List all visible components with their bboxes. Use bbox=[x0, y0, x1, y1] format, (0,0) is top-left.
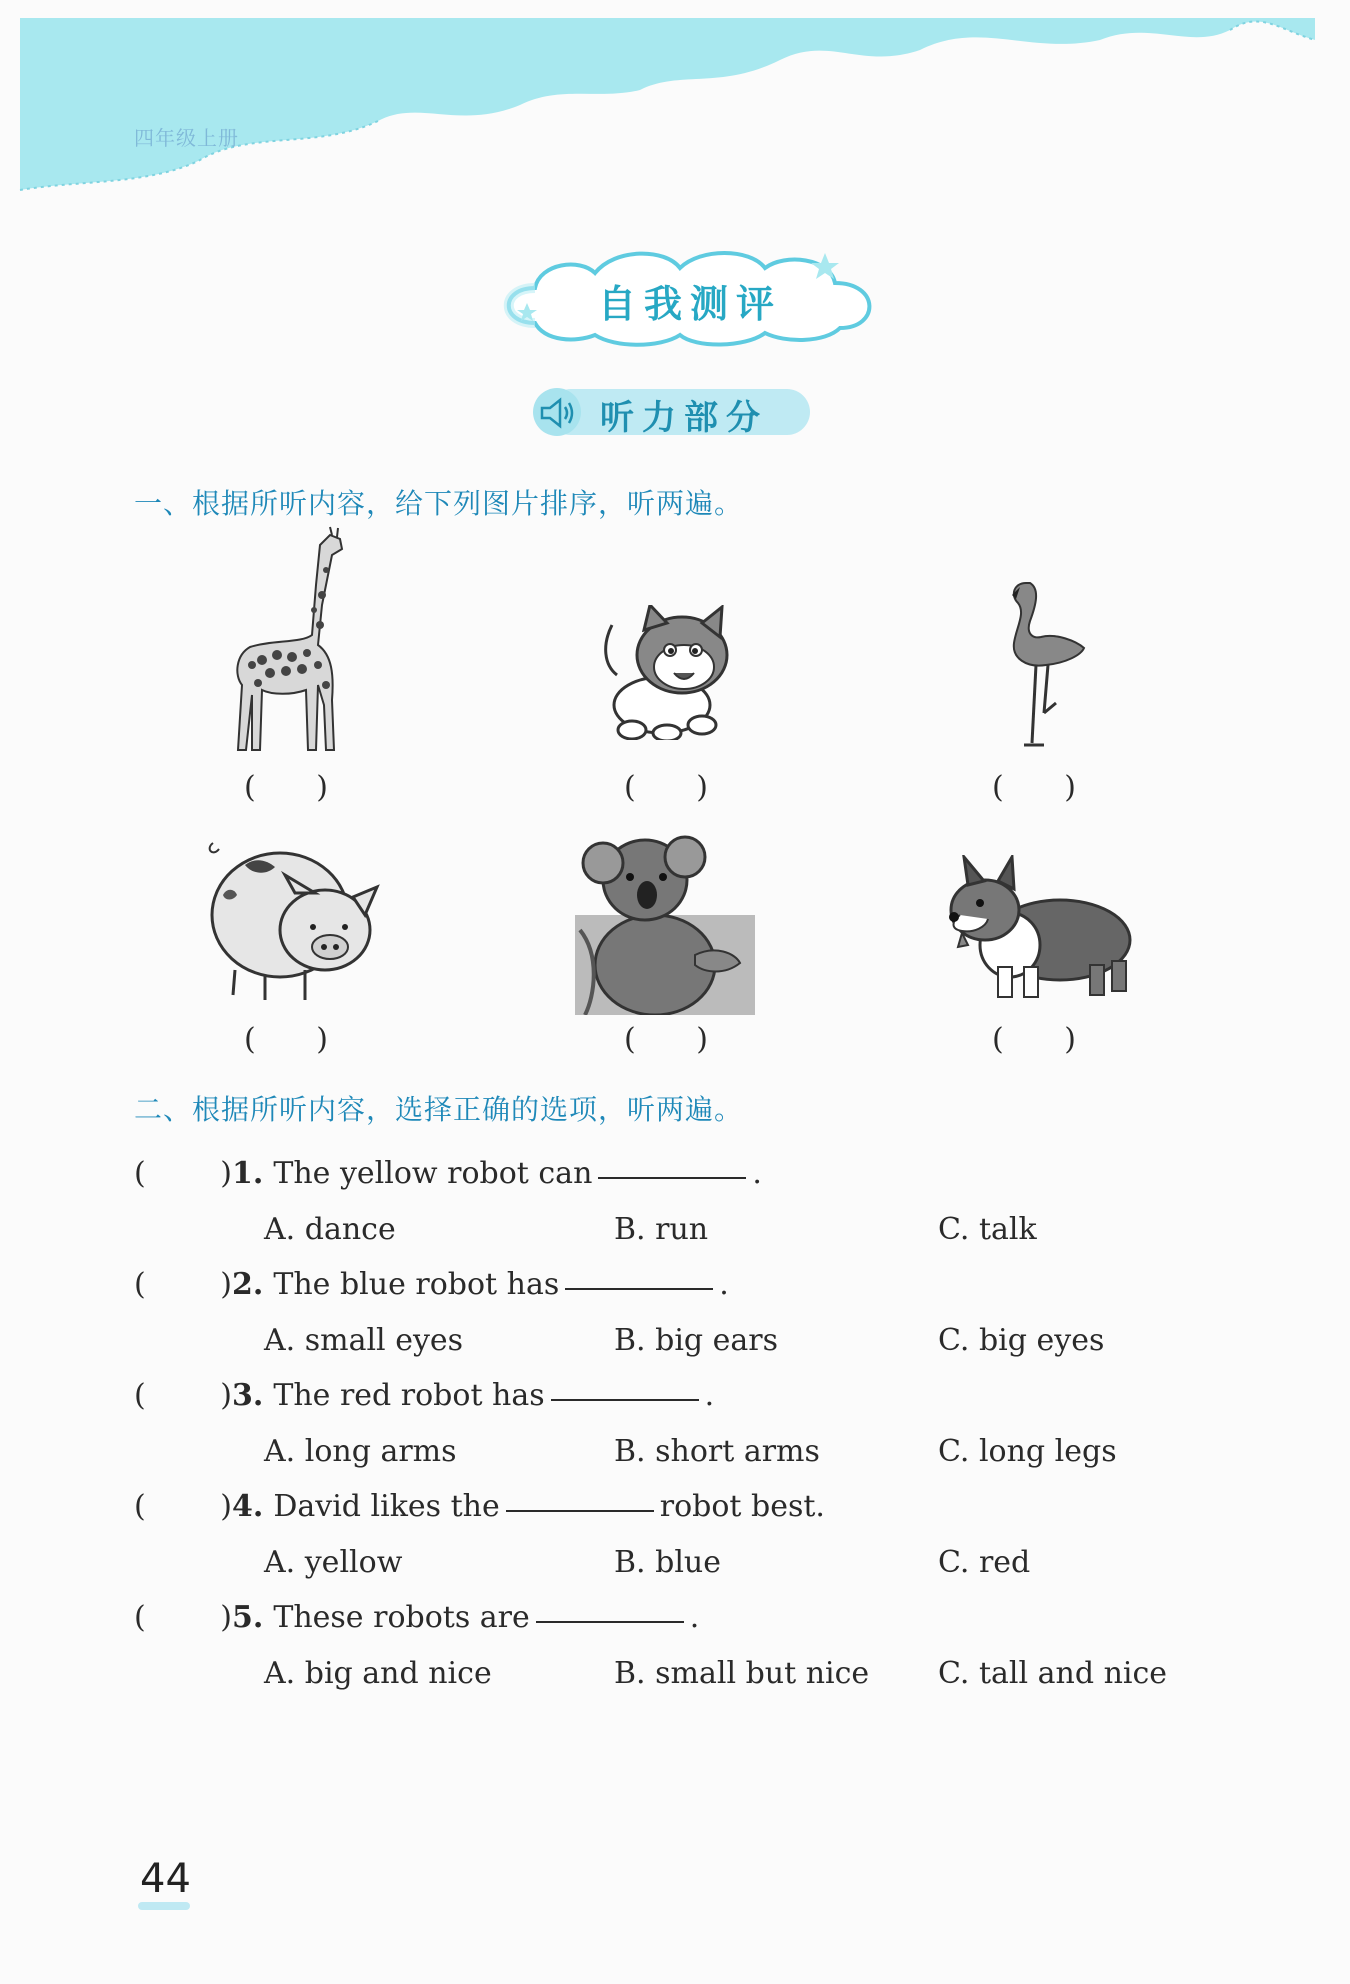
cat-image bbox=[592, 605, 742, 740]
question-text-end: . bbox=[719, 1267, 729, 1302]
question-number: 2. bbox=[232, 1267, 264, 1302]
answer-paren-koala[interactable]: ( ) bbox=[624, 1022, 708, 1057]
option-a[interactable]: A. small eyes bbox=[264, 1323, 464, 1358]
part1-heading: 一、根据所听内容，给下列图片排序，听两遍。 bbox=[134, 487, 744, 520]
question-text-end: robot best. bbox=[659, 1489, 825, 1524]
question-number: 5. bbox=[232, 1600, 264, 1635]
question-3 bbox=[134, 1378, 714, 1413]
option-c[interactable]: C. tall and nice bbox=[938, 1656, 1168, 1691]
option-c[interactable]: C. red bbox=[938, 1545, 1031, 1580]
question-2 bbox=[134, 1267, 729, 1302]
answer-blank[interactable] bbox=[551, 1399, 699, 1401]
answer-paren-pig[interactable]: ( ) bbox=[244, 1022, 328, 1057]
part2-heading: 二、根据所听内容，选择正确的选项，听两遍。 bbox=[134, 1093, 744, 1126]
answer-blank[interactable] bbox=[506, 1510, 654, 1512]
question-4 bbox=[134, 1489, 825, 1524]
option-a[interactable]: A. long arms bbox=[264, 1434, 457, 1469]
koala-image bbox=[575, 835, 755, 1015]
question-text-end: . bbox=[704, 1378, 715, 1413]
option-a[interactable]: A. big and nice bbox=[264, 1656, 492, 1691]
question-text: David likes the bbox=[273, 1489, 500, 1524]
question-5 bbox=[134, 1600, 699, 1635]
option-c[interactable]: C. talk bbox=[938, 1212, 1037, 1247]
question-number: 3. bbox=[232, 1378, 264, 1413]
answer-bracket[interactable]: ( ) bbox=[134, 1267, 232, 1302]
answer-blank[interactable] bbox=[565, 1288, 713, 1290]
answer-bracket[interactable]: ( ) bbox=[134, 1600, 232, 1635]
question-1 bbox=[134, 1156, 762, 1191]
answer-paren-flamingo[interactable]: ( ) bbox=[992, 770, 1076, 805]
option-b[interactable]: B. run bbox=[614, 1212, 709, 1247]
question-number: 4. bbox=[232, 1489, 264, 1524]
option-b[interactable]: B. blue bbox=[614, 1545, 721, 1580]
question-text-end: . bbox=[689, 1600, 700, 1635]
option-c[interactable]: C. long legs bbox=[938, 1434, 1117, 1469]
answer-paren-cat[interactable]: ( ) bbox=[624, 770, 708, 805]
answer-paren-giraffe[interactable]: ( ) bbox=[244, 770, 328, 805]
answer-paren-dog[interactable]: ( ) bbox=[992, 1022, 1076, 1057]
option-b[interactable]: B. short arms bbox=[614, 1434, 820, 1469]
answer-bracket[interactable]: ( ) bbox=[134, 1378, 232, 1413]
answer-blank[interactable] bbox=[536, 1621, 684, 1623]
giraffe-image bbox=[222, 525, 362, 765]
question-text-end: . bbox=[752, 1156, 762, 1191]
page-number: 44 bbox=[140, 1856, 191, 1902]
speaker-icon bbox=[538, 396, 578, 430]
answer-blank[interactable] bbox=[598, 1177, 746, 1179]
option-a[interactable]: A. yellow bbox=[264, 1545, 403, 1580]
header-banner bbox=[0, 0, 1350, 210]
question-text: These robots are bbox=[273, 1600, 530, 1635]
question-number: 1. bbox=[232, 1156, 264, 1191]
dog-image bbox=[940, 855, 1135, 1005]
option-b[interactable]: B. small but nice bbox=[614, 1656, 870, 1691]
option-a[interactable]: A. dance bbox=[264, 1212, 396, 1247]
answer-bracket[interactable]: ( ) bbox=[134, 1156, 232, 1191]
grade-label: 四年级上册 bbox=[134, 126, 239, 150]
option-c[interactable]: C. big eyes bbox=[938, 1323, 1105, 1358]
option-b[interactable]: B. big ears bbox=[614, 1323, 779, 1358]
flamingo-image bbox=[996, 573, 1086, 753]
answer-bracket[interactable]: ( ) bbox=[134, 1489, 232, 1524]
question-text: The blue robot has bbox=[273, 1267, 560, 1302]
page-title: 自我测评 bbox=[597, 282, 782, 326]
listening-section-label: 听力部分 bbox=[600, 398, 768, 438]
question-text: The yellow robot can bbox=[273, 1156, 593, 1191]
page-number-underline bbox=[138, 1902, 190, 1910]
question-text: The red robot has bbox=[273, 1378, 545, 1413]
pig-image bbox=[205, 835, 385, 1005]
